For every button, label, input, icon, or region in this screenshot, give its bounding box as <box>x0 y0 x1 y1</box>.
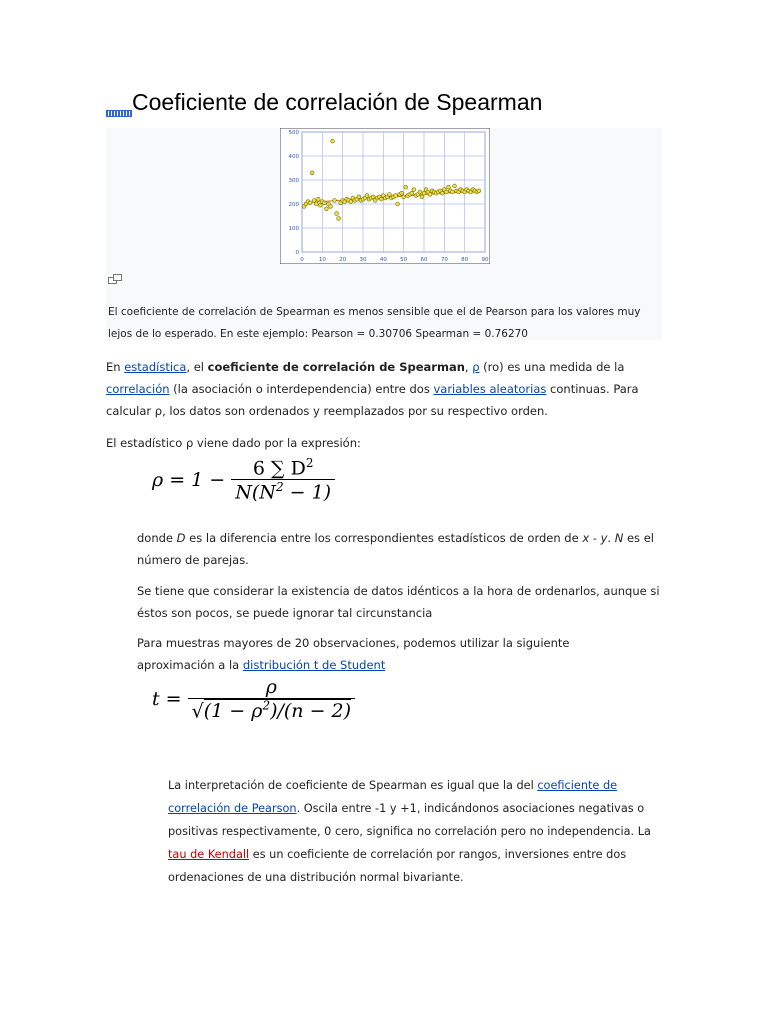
text-run: (la asociación o interdependencia) entre dos <box>169 382 434 396</box>
text-run: La interpretación de coeficiente de Spearman es igual que la del <box>168 779 538 792</box>
var-N: N <box>614 531 624 545</box>
data-point <box>410 191 414 195</box>
interpretation-paragraph <box>168 774 652 889</box>
data-point <box>329 205 333 209</box>
var-x-y: x - y <box>582 531 608 545</box>
y-tick-label: 100 <box>288 226 299 232</box>
link-tau-kendall[interactable]: tau de Kendall <box>168 848 250 861</box>
text-run: donde <box>137 531 177 545</box>
text-run: . <box>607 531 615 545</box>
article-header <box>106 88 662 129</box>
link-rho[interactable]: ρ <box>472 360 480 374</box>
data-point <box>418 190 422 194</box>
formula-fraction <box>231 456 335 504</box>
link-coeficiente-pearson[interactable]: coeficiente de correlación de Pearson <box>168 779 618 815</box>
x-tick-label: 40 <box>379 257 387 263</box>
text-run: . Oscila entre -1 y +1, indicándonos asociaciones negativas o positivas respectivamente, 0 cero, significa no correlación pero no independencia. La <box>168 802 651 838</box>
formula-denominator <box>231 479 335 503</box>
y-tick-label: 400 <box>288 154 299 160</box>
x-tick-label: 60 <box>420 257 428 263</box>
link-estadistica[interactable]: estadística <box>124 360 187 374</box>
data-point <box>371 195 375 199</box>
ties-paragraph: Se tiene que considerar la existencia de datos idénticos a la hora de ordenarlos, aunque si éstos son pocos, se puede ignorar tal circunstancia <box>137 584 660 620</box>
data-point <box>400 191 404 195</box>
y-tick-label: 500 <box>288 130 299 136</box>
data-point <box>428 193 432 197</box>
data-point <box>440 191 444 195</box>
radicand-exponent: 2 <box>262 699 271 713</box>
data-point <box>357 195 361 199</box>
radicand-text-a: (1 − ρ <box>203 700 263 723</box>
figure-thumbnail <box>106 128 662 340</box>
numerator-exponent: 2 <box>305 456 314 470</box>
data-point <box>310 171 314 175</box>
text-run: Para muestras mayores de 20 observaciones, podemos utilizar la siguiente aproximación a la <box>137 636 570 672</box>
x-tick-label: 20 <box>339 257 347 263</box>
link-variables-aleatorias[interactable]: variables aleatorias <box>433 382 547 396</box>
data-point <box>337 217 341 221</box>
formula-fraction <box>188 676 355 722</box>
text-run: , el <box>186 360 208 374</box>
data-point <box>394 194 398 198</box>
data-point <box>331 139 335 143</box>
formula-lhs: t = <box>152 688 182 711</box>
data-point <box>318 203 322 207</box>
text-run: En <box>106 360 125 374</box>
x-tick-label: 30 <box>359 257 367 263</box>
data-point <box>316 197 320 201</box>
y-tick-label: 300 <box>288 178 299 184</box>
x-tick-label: 80 <box>461 257 469 263</box>
formula-numerator <box>231 456 335 479</box>
menu-icon[interactable] <box>106 110 132 117</box>
data-point <box>322 201 326 205</box>
data-point <box>477 189 481 193</box>
data-point <box>379 197 383 201</box>
data-point <box>388 193 392 197</box>
data-point <box>447 185 451 189</box>
data-point <box>402 195 406 199</box>
y-tick-label: 200 <box>288 202 299 208</box>
x-tick-label: 90 <box>481 257 489 263</box>
scatter-chart[interactable] <box>280 128 490 264</box>
data-point <box>453 184 457 188</box>
text-run: es el número de parejas. <box>137 531 654 567</box>
t-student-formula <box>152 676 355 722</box>
sqrt-sign: √ <box>191 700 204 723</box>
link-correlacion[interactable]: correlación <box>106 382 170 396</box>
x-tick-label: 70 <box>440 257 448 263</box>
x-tick-label: 10 <box>318 257 326 263</box>
text-run: es la diferencia entre los correspondientes estadísticos de orden de <box>185 531 583 545</box>
data-point <box>422 191 426 195</box>
text-run: es un coeficiente de correlación por rangos, inversiones entre dos ordenaciones de una distribución normal bivariante. <box>168 848 627 884</box>
large-sample-paragraph <box>137 632 637 676</box>
data-point <box>451 190 455 194</box>
expression-intro: El estadístico ρ viene dado por la expresión: <box>106 436 361 450</box>
data-point <box>312 199 316 203</box>
data-point <box>420 195 424 199</box>
radicand-text-b: )/(n − 2) <box>270 700 352 723</box>
intro-paragraph <box>106 356 662 422</box>
spearman-formula <box>152 456 335 504</box>
data-point <box>325 207 329 211</box>
text-run: (ro) es una medida de la <box>479 360 625 374</box>
figure-caption: El coeficiente de correlación de Spearman es menos sensible que el de Pearson para los valores muy lejos de lo esperado. En este ejemplo: Pearson = 0.30706 Spearman = 0.76270 <box>108 306 641 340</box>
data-point <box>404 185 408 189</box>
formula-lhs: ρ = 1 − <box>152 468 226 491</box>
data-point <box>396 202 400 206</box>
y-tick-label: 0 <box>295 250 299 256</box>
denominator-exponent: 2 <box>275 480 284 495</box>
data-point <box>412 188 416 192</box>
data-point <box>444 190 448 194</box>
numerator-text: 6 ∑ D <box>252 457 306 480</box>
x-tick-label: 0 <box>300 257 304 263</box>
data-point <box>365 194 369 198</box>
formula-numerator: ρ <box>265 676 277 698</box>
denominator-text-b: − 1) <box>283 481 332 504</box>
page-title: Coeficiente de correlación de Spearman <box>132 89 543 115</box>
data-point <box>335 212 339 216</box>
data-point <box>349 200 353 204</box>
var-D: D <box>176 531 186 545</box>
x-tick-label: 50 <box>400 257 408 263</box>
formula-denominator <box>188 698 355 722</box>
sqrt-radicand <box>204 699 351 722</box>
data-point <box>314 202 318 206</box>
donde-paragraph <box>137 527 662 571</box>
denominator-text-a: N(N <box>235 481 276 504</box>
text-run: , <box>464 360 473 374</box>
enlarge-icon[interactable] <box>108 274 122 285</box>
link-distribucion-t-student[interactable]: distribución t de Student <box>242 658 386 672</box>
bold-term: coeficiente de correlación de Spearman <box>207 360 465 374</box>
data-point <box>308 201 312 205</box>
text-run: continuas. Para calcular ρ, los datos son ordenados y reemplazados por su respectivo orden. <box>106 382 639 418</box>
data-point <box>333 199 337 203</box>
